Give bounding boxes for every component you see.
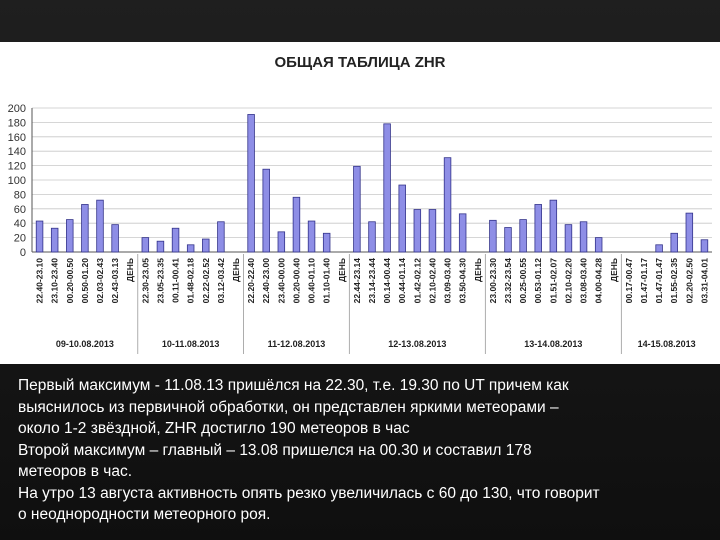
x-tick-label: 01.51-02.07 — [548, 258, 559, 304]
x-tick-label: 02.10-02.20 — [563, 258, 574, 304]
x-tick-label: 01.42-02.12 — [412, 258, 423, 304]
x-tick-label: 01.55-02.35 — [669, 258, 680, 304]
zhr-bar-chart — [0, 42, 720, 364]
y-tick-label: 0 — [19, 247, 26, 259]
bar — [701, 240, 708, 252]
x-tick-label: 22.30-23.05 — [140, 258, 151, 304]
y-tick-label: 120 — [7, 160, 26, 173]
x-tick-label: 23.10-23.40 — [49, 258, 60, 304]
x-tick-label: 01.48-02.18 — [185, 258, 196, 304]
bar — [263, 169, 270, 252]
y-tick-label: 40 — [13, 218, 26, 231]
y-tick-label: 20 — [13, 232, 26, 245]
bar — [414, 210, 421, 252]
x-tick-label: 00.25-00.55 — [518, 258, 529, 304]
bar — [278, 232, 285, 252]
x-tick-label: 02.10-02.40 — [427, 258, 438, 304]
bar — [202, 239, 209, 252]
bar — [459, 214, 466, 252]
x-tick-label: 23.14-23.44 — [367, 258, 377, 304]
x-tick-label: 00.50-01.20 — [79, 258, 90, 304]
bar — [82, 204, 89, 252]
x-tick-label: 02.22-02.52 — [200, 258, 211, 304]
x-tick-label: 22.40-23.00 — [261, 258, 272, 304]
x-tick-label: 04.00-04.28 — [593, 258, 604, 304]
x-tick-label: 01.47-01.17 — [639, 258, 649, 304]
bar — [656, 245, 663, 252]
bar — [505, 228, 512, 252]
bar — [550, 200, 557, 252]
x-tick-label: 00.53-01.12 — [533, 258, 544, 304]
notes-line: о неоднородности метеорного роя. — [18, 506, 271, 523]
bar — [112, 225, 119, 252]
x-tick-label: 03.50-04.30 — [457, 258, 468, 304]
x-tick-label: 00.14-00.44 — [382, 258, 393, 304]
bar — [535, 204, 542, 252]
x-tick-label: 00.44-01.14 — [397, 258, 408, 304]
x-tick-label: 23.40-00.00 — [276, 258, 287, 304]
y-tick-label: 160 — [7, 131, 26, 144]
y-tick-label: 180 — [7, 117, 26, 130]
bar — [429, 210, 436, 252]
bar — [142, 238, 149, 252]
bar — [308, 221, 315, 252]
group-label: 14-15.08.2013 — [637, 339, 696, 349]
x-tick-label: 02.20-02.50 — [684, 258, 695, 304]
x-tick-label: ДЕНЬ — [125, 258, 136, 282]
notes-line: Первый максимум - 11.08.13 пришёлся на 22.30, т.е. 19.30 по UT причем как — [18, 377, 569, 394]
group-label: 10-11.08.2013 — [161, 339, 220, 349]
notes-line: Второй максимум – главный – 13.08 пришелся на 00.30 и составил 178 — [18, 441, 532, 459]
notes-text-block — [18, 375, 708, 526]
y-tick-label: 200 — [7, 103, 26, 115]
bar — [520, 220, 527, 252]
x-tick-label: 01.10-01.40 — [321, 258, 332, 304]
x-tick-label: ДЕНЬ — [608, 258, 619, 282]
bar — [218, 222, 225, 252]
group-label: 11-12.08.2013 — [267, 339, 326, 349]
x-tick-label: 22.40-23.10 — [34, 258, 45, 304]
x-tick-label: 03.31-04.01 — [699, 258, 710, 304]
bar — [36, 221, 43, 252]
x-tick-label: 23.32-23.54 — [503, 258, 513, 304]
bar — [595, 238, 602, 252]
chart-panel — [0, 42, 720, 364]
bar — [444, 158, 451, 252]
x-tick-label: 02.03-02.43 — [95, 258, 105, 304]
bar — [490, 220, 497, 252]
bar — [671, 233, 678, 252]
y-tick-label: 60 — [13, 203, 26, 216]
notes-line: выяснилось из первичной обработки, он представлен яркими метеорами – — [18, 398, 559, 416]
y-tick-label: 80 — [13, 189, 26, 202]
bar — [97, 200, 104, 252]
group-label: 13-14.08.2013 — [524, 339, 583, 349]
x-tick-label: 00.11-00.41 — [170, 258, 181, 303]
y-tick-label: 140 — [7, 146, 26, 159]
bar — [323, 233, 330, 252]
notes-line: На утро 13 августа активность опять резко увеличилась с 60 до 130, что говорит — [18, 484, 600, 502]
bar — [248, 114, 255, 252]
bar — [369, 222, 376, 252]
bar — [686, 213, 693, 252]
bar — [172, 228, 179, 252]
bar — [565, 225, 572, 252]
x-tick-label: 23.05-23.35 — [155, 258, 166, 304]
bar — [384, 124, 391, 252]
group-label: 09-10.08.2013 — [55, 339, 114, 349]
chart-title: ОБЩАЯ ТАБЛИЦА ZHR — [274, 54, 446, 71]
notes-line: метеоров в час. — [18, 463, 133, 480]
x-tick-label: 00.20-00.40 — [291, 258, 302, 304]
bar — [157, 241, 164, 252]
bar — [187, 245, 194, 252]
x-tick-label: 22.20-22.40 — [246, 258, 257, 304]
notes-line: около 1-2 звёздной, ZHR достигло 190 метеоров в час — [18, 420, 410, 437]
bar — [293, 197, 300, 252]
x-tick-label: 00.20-00.50 — [64, 258, 75, 304]
bar — [580, 222, 587, 252]
bar — [66, 220, 73, 252]
bar — [399, 185, 406, 252]
x-tick-label: 03.09-03.40 — [442, 258, 453, 304]
x-tick-label: 00.17-00.47 — [623, 258, 634, 304]
x-tick-label: 03.08-03.40 — [578, 258, 589, 304]
bar — [354, 166, 361, 252]
x-tick-label: 02.43-03.13 — [110, 258, 121, 304]
x-tick-label: ДЕНЬ — [336, 258, 347, 282]
x-tick-label: ДЕНЬ — [231, 258, 241, 282]
x-tick-label: 01.47-01.47 — [654, 258, 665, 304]
x-tick-label: ДЕНЬ — [472, 258, 483, 282]
x-tick-label: 00.40-01.10 — [306, 258, 317, 304]
x-tick-label: 23.00-23.30 — [487, 258, 498, 304]
group-label: 12-13.08.2013 — [388, 339, 447, 349]
x-tick-label: 22.44-23.14 — [351, 258, 362, 304]
x-tick-label: 03.12-03.42 — [215, 258, 226, 304]
y-tick-label: 100 — [7, 175, 26, 187]
bar — [51, 228, 58, 252]
